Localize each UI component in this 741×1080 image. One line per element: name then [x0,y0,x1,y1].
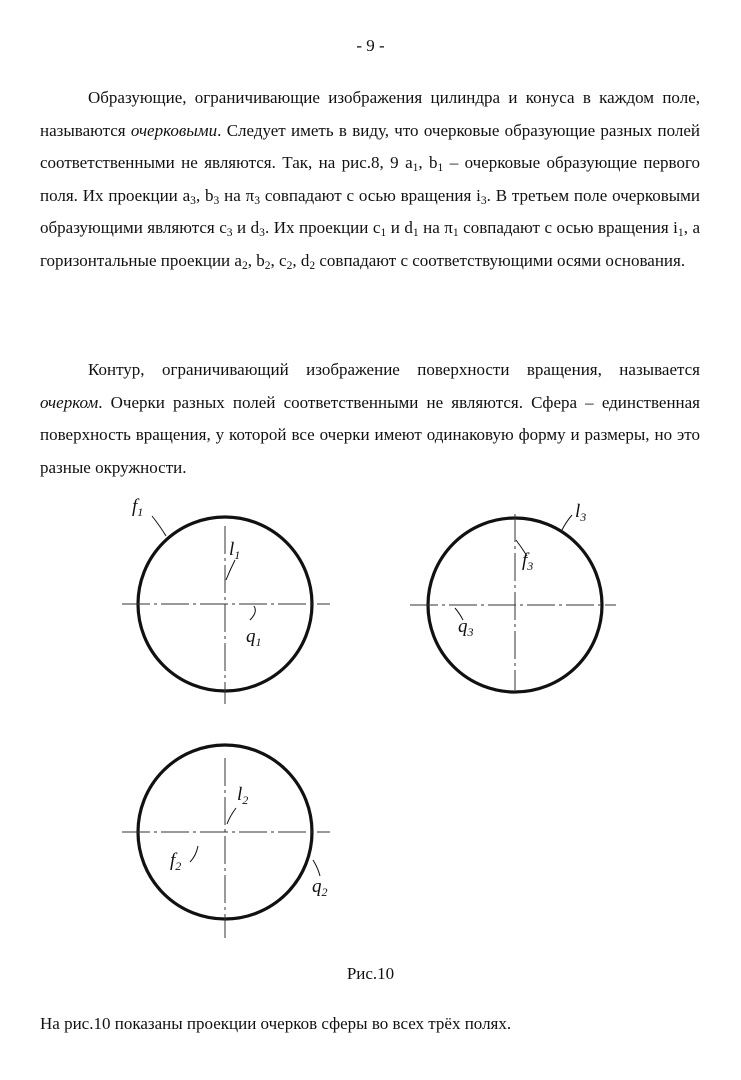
label-f3: $f_3$ [522,550,534,573]
page-number: - 9 - [356,36,385,55]
leader-l3 [562,515,572,530]
label-q3: $q_3$ [458,616,474,639]
paragraph-contour-definition: Контур, ограничивающий изображение поверхности вращения, называется очерком. Очерки разных полей соответственными не являются. Сфера – единственная поверхность вращения, у которой все очерки имеют одинаковую форму и размеры, но это разные окружности. [40,360,700,477]
term-ocherkovye: очерковыми [130,120,218,140]
paragraph-silhouette-generatrices: Образующие, ограничивающие изображения цилиндра и конуса в каждом поле, называются очерковыми. Следует иметь в виду, что очерковые образующие разных полей соответственными не являются. Так, на рис.8, 9 $a_1$, $b_1$ – очерковые образующие первого поля. Их проекции $a_3$, $b_3$ на $\pi_3$ совпадают с осью вращения $i_3$. В третьем поле очерковыми образующими являются $c_3$ и $d_3$. Их проекции $c_1$ и $d_1$ на $\pi_1$ совпадают с осью вращения $i_1$, а горизонтальные проекции $a_2$, $b_2$, $c_2$, $d_2$ совпадают с соответствующими осями основания. [40,88,701,272]
sphere-view-front [122,496,330,704]
term-ocherk: очерком [40,392,99,412]
leader-q1 [250,606,255,620]
label-l1: $l_1$ [229,539,241,562]
label-q1: $q_1$ [246,626,262,649]
leader-q2 [313,860,320,876]
leader-l1 [226,560,235,580]
label-l3: $l_3$ [575,501,587,524]
leader-l2 [227,808,236,824]
label-f1: $f_1$ [132,496,144,519]
figure-description: На рис.10 показаны проекции очерков сферы во всех трёх полях. [40,1014,512,1033]
figure-caption: Рис.10 [346,964,395,983]
label-f2: $f_2$ [170,850,182,873]
leader-f1 [152,516,166,536]
sphere-view-top [122,745,330,938]
label-l2: $l_2$ [237,784,249,807]
sphere-view-profile [410,501,616,692]
leader-f2 [190,846,198,862]
label-q2: $q_2$ [312,876,328,899]
